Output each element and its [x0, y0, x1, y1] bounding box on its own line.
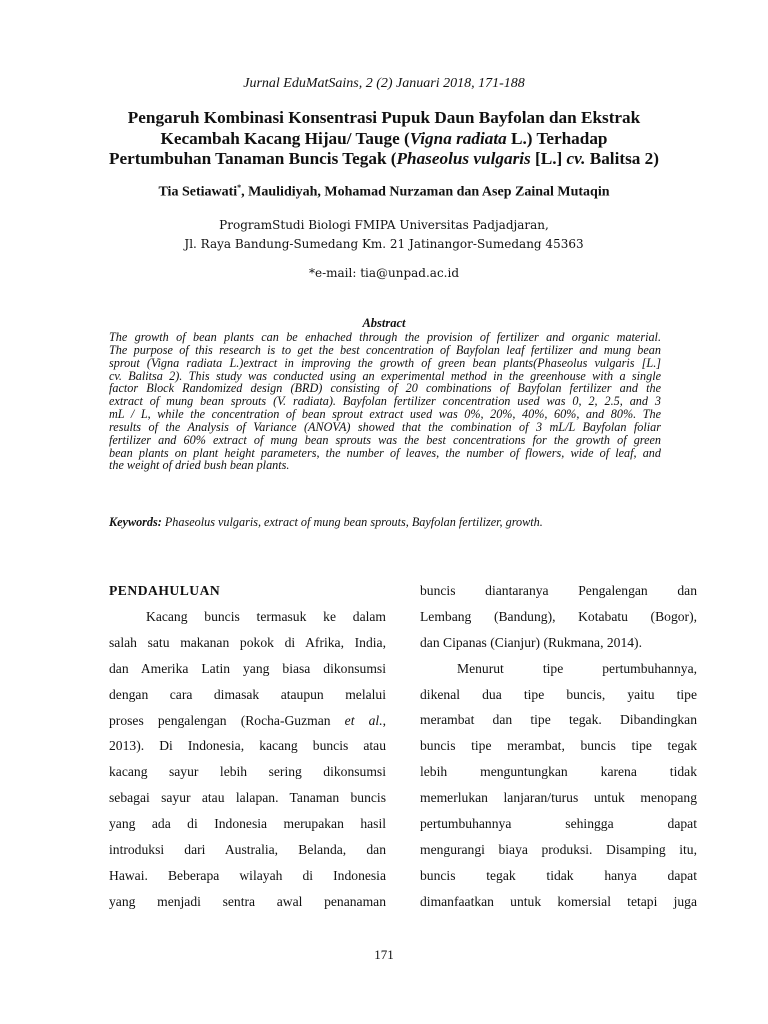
body-line: dimanfaatkan untuk komersial tetapi juga — [420, 893, 697, 909]
body-line: dan Amerika Latin yang biasa dikonsumsi — [109, 660, 386, 676]
body-line: Kacang buncis termasuk ke dalam — [146, 609, 386, 624]
left-column — [109, 578, 386, 915]
section-heading: PENDAHULUAN — [109, 583, 221, 598]
paper-title — [60, 108, 708, 170]
body-line: merambat dan tipe tegak. Dibandingkan — [420, 712, 697, 728]
body-line: sebagai sayur atau lalapan. Tanaman buncis — [109, 790, 386, 806]
abstract-line: factor Block Randomized design (BRD) consisting of 20 combinations of Bayfolan fertilizer and the — [109, 381, 661, 396]
abstract-body — [109, 331, 661, 472]
abstract-line: The growth of bean plants can be enhached through the provision of fertilizer and organic material. — [109, 330, 661, 344]
body-line: buncis diantaranya Pengalengan dan — [420, 583, 697, 598]
body-line: kacang sayur lebih sering dikonsumsi — [109, 764, 386, 780]
body-line: dan Cipanas (Cianjur) (Rukmana, 2014). — [420, 634, 642, 650]
right-column — [420, 578, 697, 915]
body-line: Hawai. Beberapa wilayah di Indonesia — [109, 867, 386, 883]
abstract-heading: Abstract — [362, 316, 406, 330]
body-line: dengan cara dimasak ataupun melalui — [109, 686, 386, 702]
affiliation-line-2: Jl. Raya Bandung-Sumedang Km. 21 Jatinangor-Sumedang 45363 — [184, 237, 584, 251]
abstract-line: results of the Analysis of Variance (ANOVA) showed that the combination of 3 mL/L Bayfolan foliar — [109, 419, 661, 434]
body-line: memerlukan lanjaran/turus untuk menopang — [420, 790, 697, 806]
corresponding-author-mark: * — [237, 183, 242, 192]
abstract-line: sprout (Vigna radiata L.)extract in improving the growth of green bean plants(Phaseolus vulgaris [L.] — [109, 355, 661, 370]
body-line: 2013). Di Indonesia, kacang buncis atau — [109, 738, 386, 754]
keywords — [109, 515, 669, 530]
body-line: Lembang (Bandung), Kotabatu (Bogor), — [420, 608, 697, 624]
body-line: Menurut tipe pertumbuhannya, — [457, 660, 697, 676]
abstract-line: fertilizer and 60% extract of mung bean sprouts was the best concentrations for the growth of green — [109, 432, 661, 447]
title-line-1: Pengaruh Kombinasi Konsentrasi Pupuk Daun Bayfolan dan Ekstrak — [127, 108, 641, 127]
body-line: yang ada di Indonesia merupakan hasil — [109, 816, 386, 832]
abstract-line: The purpose of this research is to get the best concentration of Bayfolan leaf fertilizer and mung bean — [109, 342, 661, 357]
journal-citation: Jurnal EduMatSains, 2 (2) Januari 2018, 171-188 — [243, 76, 525, 91]
body-line: lebih menguntungkan karena tidak — [420, 764, 697, 780]
title-line-2: Kecambah Kacang Hijau/ Tauge (Vigna radiata L.) Terhadap — [160, 128, 608, 148]
body-line: introduksi dari Australia, Belanda, dan — [109, 842, 386, 858]
abstract-line: extract of mung bean sprouts (V. radiata). Bayfolan fertilizer concentration used was 0, 2, 2.5, and 3 — [109, 394, 661, 409]
abstract-line: bean plants on plant height parameters, the number of leaves, the number of flowers, wide of leaf, and — [109, 445, 661, 460]
body-line: buncis tipe merambat, buncis tipe tegak — [420, 738, 697, 754]
contact-email: *e-mail: tia@unpad.ac.id — [308, 266, 460, 280]
body-line: dikenal dua tipe buncis, yaitu tipe — [420, 686, 697, 702]
body-line: buncis tegak tidak hanya dapat — [420, 867, 697, 883]
title-line-3: Pertumbuhan Tanaman Buncis Tegak (Phaseolus vulgaris [L.] cv. Balitsa 2) — [109, 149, 659, 168]
keywords-label: Keywords: — [109, 515, 162, 529]
affiliation-line-1: ProgramStudi Biologi FMIPA Universitas Padjadjaran, — [219, 218, 549, 232]
author-list: Tia Setiawati*, Maulidiyah, Mohamad Nurzaman dan Asep Zainal Mutaqin — [158, 183, 610, 200]
abstract-line: cv. Balitsa 2). This study was conducted using an experimental method in the greenhouse with a single — [109, 368, 661, 383]
abstract-line: mL / L, while the concentration of bean sprout extract used was 0%, 20%, 40%, 60%, and 80%. The — [109, 407, 661, 422]
abstract-line: the weight of dried bush bean plants. — [109, 458, 290, 473]
affiliation — [0, 216, 768, 254]
body-line: yang menjadi sentra awal penanaman — [109, 893, 386, 909]
page-number: 171 — [374, 947, 394, 962]
body-line: mengurangi biaya produksi. Disamping itu, — [420, 841, 697, 857]
body-line: pertumbuhannya sehingga dapat — [420, 816, 697, 832]
body-line: proses pengalengan (Rocha-Guzman et al., — [109, 712, 386, 728]
body-line: salah satu makanan pokok di Afrika, India, — [109, 634, 386, 650]
keywords-text: Phaseolus vulgaris, extract of mung bean sprouts, Bayfolan fertilizer, growth. — [161, 515, 543, 529]
